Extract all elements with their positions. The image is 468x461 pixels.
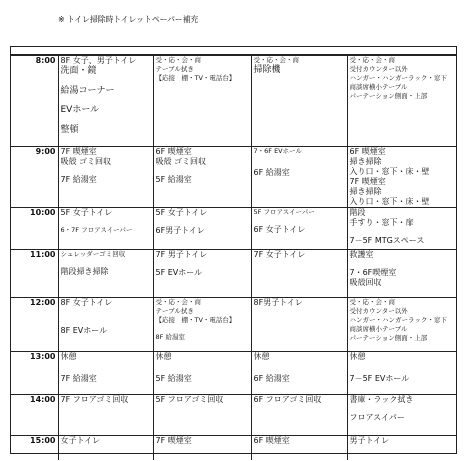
task-cell xyxy=(251,147,347,208)
task-line: パーテーション側面・上部 xyxy=(349,334,428,342)
task-cell xyxy=(347,436,457,460)
task-cell xyxy=(58,395,153,436)
task-line: 休憩 xyxy=(60,352,77,361)
schedule-table xyxy=(11,55,457,460)
task-line: 救護室 xyxy=(349,250,374,259)
task-line: 受付カウンター以外 xyxy=(349,65,408,73)
task-line: 5F フロアスイーパー xyxy=(253,208,315,216)
task-line: 受・応・会・商 xyxy=(155,298,201,306)
task-cell xyxy=(58,298,153,352)
task-cell xyxy=(153,56,251,147)
table-row xyxy=(11,436,457,460)
page-note: ※ トイレ掃除時トイレットペーパー補充 xyxy=(58,15,199,24)
time-cell: 15:00 xyxy=(11,436,58,460)
task-cell xyxy=(153,250,251,298)
task-cell xyxy=(153,352,251,395)
task-line: 7F フロアゴミ回収 xyxy=(60,395,129,404)
task-line: 7F 喫煙室 xyxy=(155,436,192,445)
task-cell xyxy=(153,298,251,352)
task-line: 7・6F EVホール xyxy=(253,147,302,155)
task-line: 6F 喫煙室 xyxy=(155,147,192,156)
task-cell xyxy=(153,395,251,436)
time-cell: 9:00 xyxy=(11,147,58,208)
table-row xyxy=(11,56,457,147)
task-line: 6・7F フロアスイーパー xyxy=(60,226,133,234)
task-line: 6F フロアゴミ回収 xyxy=(253,395,322,404)
task-line: フロアスイパー xyxy=(349,413,405,422)
task-cell xyxy=(58,56,153,147)
time-cell: 14:00 xyxy=(11,395,58,436)
task-line: EVホール xyxy=(60,105,100,115)
task-line: 男子トイレ xyxy=(349,436,390,445)
task-line: 吸殻 ゴミ回収 xyxy=(155,157,207,166)
task-cell xyxy=(251,352,347,395)
task-line: 7F 給湯室 xyxy=(60,374,97,383)
task-line: 7－5F MTGスペース xyxy=(349,236,425,245)
task-line: 8F EVホール xyxy=(60,326,108,335)
table-row xyxy=(11,395,457,436)
task-line: 6F 喫煙室 xyxy=(253,436,290,445)
task-line: 【応接 棚・TV・電話台】 xyxy=(155,316,236,324)
task-line: 掃き掃除 xyxy=(349,187,382,196)
time-cell: 11:00 xyxy=(11,250,58,298)
task-line: 【応接 棚・TV・電話台】 xyxy=(155,74,236,82)
task-line: 5F 女子トイレ xyxy=(155,208,208,217)
task-line: 受・応・会・商 xyxy=(349,56,395,64)
task-cell xyxy=(58,436,153,460)
task-cell xyxy=(58,352,153,395)
task-line: 6F 喫煙室 xyxy=(349,147,386,156)
task-cell xyxy=(347,298,457,352)
time-cell: 12:00 xyxy=(11,298,58,352)
task-cell xyxy=(251,298,347,352)
task-line: 6F 給湯室 xyxy=(253,374,290,383)
task-cell xyxy=(153,436,251,460)
time-cell: 13:00 xyxy=(11,352,58,395)
task-line: 5F フロアゴミ回収 xyxy=(155,395,224,404)
task-line: 階段掃き掃除 xyxy=(60,267,109,276)
task-line: 8F 女子、男子トイレ xyxy=(60,56,137,65)
task-line: 6F 女子トイレ xyxy=(253,225,306,234)
task-line: 受付カウンター以外 xyxy=(349,307,408,315)
time-cell: 8:00 xyxy=(11,56,58,147)
header-band xyxy=(11,47,456,55)
task-line: 商談席横小テーブル xyxy=(349,325,408,333)
task-cell xyxy=(251,56,347,147)
task-cell xyxy=(347,352,457,395)
table-row xyxy=(11,298,457,352)
task-line: 給湯コーナー xyxy=(60,85,115,96)
task-cell xyxy=(347,395,457,436)
table-row xyxy=(11,208,457,250)
task-line: パーテーション側面・上部 xyxy=(349,92,428,100)
task-cell xyxy=(347,56,457,147)
task-line: 入り口・窓下・床・壁 xyxy=(349,167,430,176)
task-cell xyxy=(58,250,153,298)
task-line: 整頓 xyxy=(60,124,79,135)
task-cell xyxy=(347,208,457,250)
task-line: 休憩 xyxy=(155,352,172,361)
task-line: ハンガー・ハンガーラック・窓下 xyxy=(349,316,447,324)
task-line: 7F 給湯室 xyxy=(60,175,97,184)
task-line: 8F男子トイレ xyxy=(253,298,303,307)
task-line: 7F 女子トイレ xyxy=(253,250,306,259)
task-cell xyxy=(251,208,347,250)
task-line: 8F 給湯室 xyxy=(155,333,185,341)
task-line: 受・応・会・商 xyxy=(155,56,201,64)
table-row xyxy=(11,352,457,395)
task-cell xyxy=(153,208,251,250)
task-line: 入り口・窓下・床・壁 xyxy=(349,197,430,206)
task-line: 7・6F喫煙室 xyxy=(349,268,397,277)
task-line: 6F 給湯室 xyxy=(253,168,290,177)
task-line: 5F 女子トイレ xyxy=(60,208,113,217)
time-cell: 10:00 xyxy=(11,208,58,250)
task-line: 7F 喫煙室 xyxy=(349,177,386,186)
task-line: 6F男子トイレ xyxy=(155,226,205,235)
task-line: 5F 給湯室 xyxy=(155,175,192,184)
task-line: 吸殻 ゴミ回収 xyxy=(60,157,112,166)
task-cell xyxy=(153,147,251,208)
task-line: 掃除機 xyxy=(253,65,281,75)
task-line: 掃き掃除 xyxy=(349,157,382,166)
task-line: 休憩 xyxy=(253,352,270,361)
task-line: テーブル拭き xyxy=(155,307,194,315)
task-line: 洗面・鏡 xyxy=(60,66,97,76)
task-line: 受・応・会・商 xyxy=(253,56,299,64)
task-cell xyxy=(347,147,457,208)
task-line: シュレッダーゴミ回収 xyxy=(60,250,126,258)
task-line: ハンガー・ハンガーラック・窓下 xyxy=(349,74,447,82)
task-line: 女子トイレ xyxy=(60,436,101,445)
task-line: 7F 喫煙室 xyxy=(60,147,97,156)
table-row xyxy=(11,147,457,208)
task-cell xyxy=(58,208,153,250)
task-line: 8F 女子トイレ xyxy=(60,298,113,307)
task-line: テーブル拭き xyxy=(155,65,194,73)
task-line: 5F 給湯室 xyxy=(155,374,192,383)
task-line: 7F 男子トイレ xyxy=(155,250,208,259)
task-cell xyxy=(251,395,347,436)
table-row xyxy=(11,250,457,298)
task-line: 吸殻回収 xyxy=(349,278,382,287)
task-line: 手すり・窓下・扉 xyxy=(349,218,414,227)
task-cell xyxy=(58,147,153,208)
task-line: 7－5F EVホール xyxy=(349,374,410,383)
task-cell xyxy=(347,250,457,298)
task-line: 階段 xyxy=(349,208,366,217)
task-line: 書庫・ラック拭き xyxy=(349,395,414,404)
task-cell xyxy=(251,250,347,298)
task-line: 休憩 xyxy=(349,352,366,361)
task-line: 商談席横小テーブル xyxy=(349,83,408,91)
task-cell xyxy=(251,436,347,460)
schedule-sheet xyxy=(10,46,457,454)
task-line: 5F EVホール xyxy=(155,268,203,277)
task-line: 受・応・会・商 xyxy=(349,298,395,306)
